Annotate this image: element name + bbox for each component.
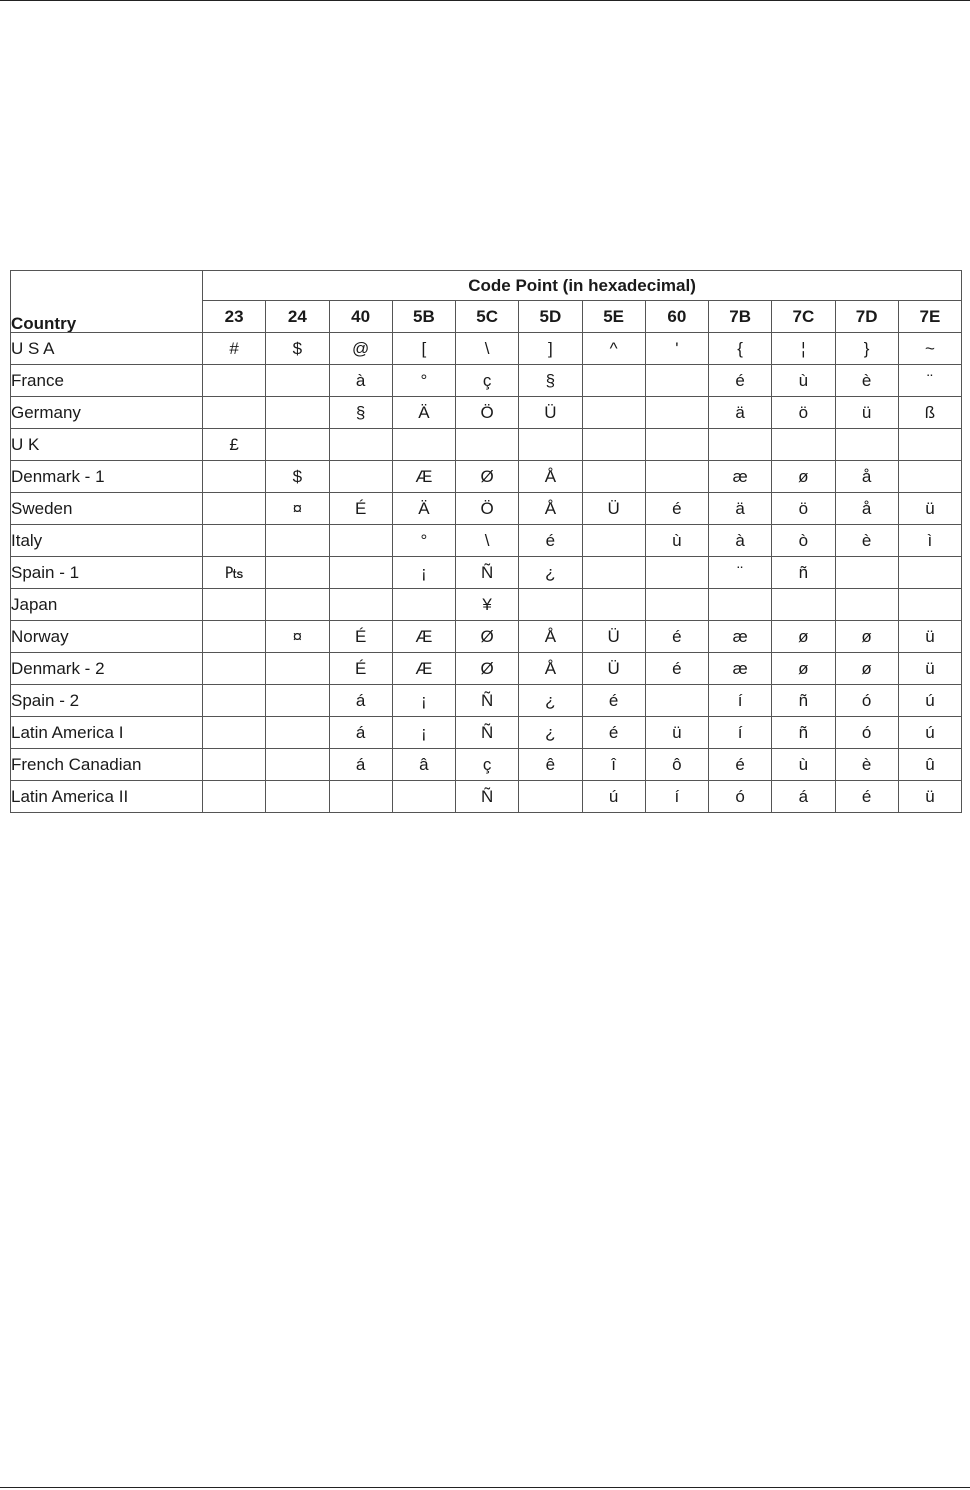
character-cell bbox=[266, 525, 329, 557]
character-cell bbox=[329, 429, 392, 461]
table-row bbox=[11, 685, 962, 717]
character-cell: Ä bbox=[392, 397, 455, 429]
character-cell: $ bbox=[266, 461, 329, 493]
character-cell bbox=[898, 589, 961, 621]
table-row bbox=[11, 653, 962, 685]
character-cell bbox=[645, 557, 708, 589]
character-cell bbox=[709, 589, 772, 621]
character-cell: ç bbox=[456, 749, 519, 781]
character-cell bbox=[392, 429, 455, 461]
character-cell bbox=[203, 653, 266, 685]
character-cell bbox=[203, 685, 266, 717]
character-cell: ä bbox=[709, 493, 772, 525]
character-cell: @ bbox=[329, 333, 392, 365]
character-cell bbox=[519, 781, 582, 813]
character-cell: Ü bbox=[582, 621, 645, 653]
character-cell: Ö bbox=[456, 493, 519, 525]
character-cell: ø bbox=[772, 461, 835, 493]
country-cell: Latin America II bbox=[11, 781, 203, 813]
character-cell: é bbox=[645, 493, 708, 525]
character-cell: ¨ bbox=[709, 557, 772, 589]
character-cell: ø bbox=[835, 621, 898, 653]
table-row bbox=[11, 589, 962, 621]
character-cell: ü bbox=[835, 397, 898, 429]
character-cell: ç bbox=[456, 365, 519, 397]
character-cell: ò bbox=[772, 525, 835, 557]
character-cell: ü bbox=[898, 653, 961, 685]
character-cell: á bbox=[329, 717, 392, 749]
character-cell: á bbox=[329, 749, 392, 781]
character-cell: ¤ bbox=[266, 493, 329, 525]
character-cell: â bbox=[392, 749, 455, 781]
character-cell bbox=[266, 653, 329, 685]
character-cell: í bbox=[645, 781, 708, 813]
character-cell: Ä bbox=[392, 493, 455, 525]
character-cell bbox=[582, 525, 645, 557]
character-cell bbox=[898, 461, 961, 493]
character-cell: ] bbox=[519, 333, 582, 365]
character-cell bbox=[266, 557, 329, 589]
character-cell: Æ bbox=[392, 653, 455, 685]
character-cell: Ø bbox=[456, 621, 519, 653]
character-cell bbox=[266, 365, 329, 397]
character-cell: ü bbox=[898, 493, 961, 525]
country-cell: Italy bbox=[11, 525, 203, 557]
character-cell bbox=[392, 781, 455, 813]
character-cell bbox=[329, 525, 392, 557]
country-cell: Spain - 1 bbox=[11, 557, 203, 589]
character-cell bbox=[456, 429, 519, 461]
character-cell bbox=[266, 589, 329, 621]
character-cell: è bbox=[835, 525, 898, 557]
character-cell bbox=[582, 365, 645, 397]
character-cell bbox=[329, 461, 392, 493]
character-cell: æ bbox=[709, 461, 772, 493]
character-cell: ú bbox=[898, 717, 961, 749]
character-cell bbox=[582, 429, 645, 461]
character-cell bbox=[898, 557, 961, 589]
character-cell: Å bbox=[519, 493, 582, 525]
character-cell: ö bbox=[772, 397, 835, 429]
character-cell: ù bbox=[645, 525, 708, 557]
character-cell bbox=[582, 557, 645, 589]
character-cell: Ø bbox=[456, 653, 519, 685]
character-cell bbox=[203, 461, 266, 493]
table-row bbox=[11, 397, 962, 429]
character-cell: $ bbox=[266, 333, 329, 365]
character-cell: \ bbox=[456, 525, 519, 557]
table-row bbox=[11, 621, 962, 653]
character-cell: É bbox=[329, 621, 392, 653]
character-cell: á bbox=[329, 685, 392, 717]
character-cell: æ bbox=[709, 621, 772, 653]
character-cell: à bbox=[709, 525, 772, 557]
character-cell: ñ bbox=[772, 685, 835, 717]
character-cell: ú bbox=[898, 685, 961, 717]
character-cell bbox=[772, 589, 835, 621]
character-cell bbox=[709, 429, 772, 461]
table-row bbox=[11, 493, 962, 525]
character-cell: ü bbox=[898, 621, 961, 653]
code-point-header: 5B bbox=[392, 301, 455, 333]
top-rule bbox=[0, 0, 970, 1]
character-cell: Ñ bbox=[456, 781, 519, 813]
character-cell bbox=[203, 781, 266, 813]
character-cell: é bbox=[645, 653, 708, 685]
country-cell: France bbox=[11, 365, 203, 397]
character-cell: ° bbox=[392, 365, 455, 397]
character-cell: Ñ bbox=[456, 717, 519, 749]
character-cell: Å bbox=[519, 653, 582, 685]
country-cell: U S A bbox=[11, 333, 203, 365]
table-row bbox=[11, 429, 962, 461]
code-point-header: 5D bbox=[519, 301, 582, 333]
character-cell: ñ bbox=[772, 557, 835, 589]
character-cell bbox=[835, 557, 898, 589]
country-cell: Latin America I bbox=[11, 717, 203, 749]
character-cell: ° bbox=[392, 525, 455, 557]
table-row bbox=[11, 525, 962, 557]
country-cell: Norway bbox=[11, 621, 203, 653]
character-cell: ¿ bbox=[519, 685, 582, 717]
character-cell: ø bbox=[772, 621, 835, 653]
country-cell: Denmark - 1 bbox=[11, 461, 203, 493]
character-cell: § bbox=[519, 365, 582, 397]
character-cell: é bbox=[709, 365, 772, 397]
character-cell: ó bbox=[709, 781, 772, 813]
character-cell: å bbox=[835, 493, 898, 525]
code-point-group-header: Code Point (in hexadecimal) bbox=[203, 271, 962, 301]
character-cell: ¦ bbox=[772, 333, 835, 365]
national-character-set-table bbox=[10, 270, 962, 813]
country-cell: Denmark - 2 bbox=[11, 653, 203, 685]
code-point-header: 7C bbox=[772, 301, 835, 333]
character-cell: î bbox=[582, 749, 645, 781]
character-cell bbox=[203, 525, 266, 557]
character-cell: £ bbox=[203, 429, 266, 461]
code-point-header: 7D bbox=[835, 301, 898, 333]
character-cell: { bbox=[709, 333, 772, 365]
character-cell: é bbox=[645, 621, 708, 653]
character-cell: à bbox=[329, 365, 392, 397]
table-row bbox=[11, 749, 962, 781]
character-cell: ü bbox=[645, 717, 708, 749]
code-point-header: 40 bbox=[329, 301, 392, 333]
character-cell: ù bbox=[772, 749, 835, 781]
character-cell: Å bbox=[519, 621, 582, 653]
character-cell: é bbox=[582, 685, 645, 717]
country-cell: Germany bbox=[11, 397, 203, 429]
character-cell: ü bbox=[898, 781, 961, 813]
character-cell: û bbox=[898, 749, 961, 781]
character-cell bbox=[266, 685, 329, 717]
bottom-rule bbox=[0, 1487, 970, 1488]
country-cell: Spain - 2 bbox=[11, 685, 203, 717]
character-cell bbox=[645, 685, 708, 717]
character-cell bbox=[329, 589, 392, 621]
character-cell: ₧ bbox=[203, 557, 266, 589]
country-cell: French Canadian bbox=[11, 749, 203, 781]
character-cell: á bbox=[772, 781, 835, 813]
character-cell: ¿ bbox=[519, 717, 582, 749]
character-cell bbox=[772, 429, 835, 461]
character-cell: ù bbox=[772, 365, 835, 397]
table-row bbox=[11, 333, 962, 365]
character-cell bbox=[898, 429, 961, 461]
character-cell: ^ bbox=[582, 333, 645, 365]
character-cell: Ñ bbox=[456, 685, 519, 717]
character-cell: ó bbox=[835, 717, 898, 749]
character-cell: ì bbox=[898, 525, 961, 557]
character-cell bbox=[266, 749, 329, 781]
character-cell: Æ bbox=[392, 461, 455, 493]
character-cell: ' bbox=[645, 333, 708, 365]
character-cell: ô bbox=[645, 749, 708, 781]
character-cell bbox=[519, 589, 582, 621]
character-cell: É bbox=[329, 493, 392, 525]
character-cell: Ö bbox=[456, 397, 519, 429]
character-cell bbox=[329, 781, 392, 813]
character-cell bbox=[645, 461, 708, 493]
country-cell: U K bbox=[11, 429, 203, 461]
character-cell: ¥ bbox=[456, 589, 519, 621]
character-cell bbox=[519, 429, 582, 461]
character-cell: å bbox=[835, 461, 898, 493]
character-cell: è bbox=[835, 749, 898, 781]
code-point-header: 5C bbox=[456, 301, 519, 333]
character-cell: ö bbox=[772, 493, 835, 525]
character-cell bbox=[835, 589, 898, 621]
character-cell: ß bbox=[898, 397, 961, 429]
character-cell bbox=[203, 365, 266, 397]
character-cell: í bbox=[709, 717, 772, 749]
character-cell: ø bbox=[835, 653, 898, 685]
character-cell: Ü bbox=[582, 493, 645, 525]
character-cell: \ bbox=[456, 333, 519, 365]
character-cell: ú bbox=[582, 781, 645, 813]
character-cell bbox=[645, 429, 708, 461]
character-cell bbox=[203, 749, 266, 781]
character-cell bbox=[203, 621, 266, 653]
character-cell: ø bbox=[772, 653, 835, 685]
character-cell bbox=[392, 589, 455, 621]
table-row bbox=[11, 717, 962, 749]
character-cell: ¤ bbox=[266, 621, 329, 653]
character-cell: # bbox=[203, 333, 266, 365]
character-cell: Æ bbox=[392, 621, 455, 653]
character-cell: ¨ bbox=[898, 365, 961, 397]
table-row bbox=[11, 781, 962, 813]
code-point-header: 7B bbox=[709, 301, 772, 333]
character-cell bbox=[203, 493, 266, 525]
character-cell: í bbox=[709, 685, 772, 717]
character-cell: } bbox=[835, 333, 898, 365]
table-body bbox=[11, 333, 962, 813]
character-cell bbox=[266, 429, 329, 461]
character-cell: ä bbox=[709, 397, 772, 429]
character-cell: é bbox=[709, 749, 772, 781]
character-cell: ñ bbox=[772, 717, 835, 749]
country-cell: Japan bbox=[11, 589, 203, 621]
character-cell: è bbox=[835, 365, 898, 397]
code-point-header: 23 bbox=[203, 301, 266, 333]
character-cell: æ bbox=[709, 653, 772, 685]
character-cell: [ bbox=[392, 333, 455, 365]
character-cell: Ñ bbox=[456, 557, 519, 589]
table-row bbox=[11, 365, 962, 397]
character-cell bbox=[582, 397, 645, 429]
code-point-header: 7E bbox=[898, 301, 961, 333]
character-cell: ¡ bbox=[392, 717, 455, 749]
character-cell bbox=[266, 717, 329, 749]
character-cell bbox=[645, 589, 708, 621]
character-cell: ó bbox=[835, 685, 898, 717]
character-cell bbox=[582, 589, 645, 621]
character-cell: Å bbox=[519, 461, 582, 493]
header-row-group bbox=[11, 271, 962, 301]
character-cell bbox=[645, 397, 708, 429]
character-cell bbox=[266, 397, 329, 429]
character-cell: ¡ bbox=[392, 557, 455, 589]
character-cell bbox=[203, 397, 266, 429]
character-cell: é bbox=[519, 525, 582, 557]
table-row bbox=[11, 557, 962, 589]
character-cell: ~ bbox=[898, 333, 961, 365]
character-cell: § bbox=[329, 397, 392, 429]
character-cell: Ü bbox=[582, 653, 645, 685]
character-cell: é bbox=[582, 717, 645, 749]
character-cell: ¡ bbox=[392, 685, 455, 717]
country-cell: Sweden bbox=[11, 493, 203, 525]
character-cell bbox=[835, 429, 898, 461]
character-cell bbox=[266, 781, 329, 813]
character-cell: é bbox=[835, 781, 898, 813]
character-cell bbox=[582, 461, 645, 493]
character-cell bbox=[329, 557, 392, 589]
code-point-header: 60 bbox=[645, 301, 708, 333]
character-cell bbox=[203, 717, 266, 749]
code-point-header: 24 bbox=[266, 301, 329, 333]
character-cell: É bbox=[329, 653, 392, 685]
character-cell bbox=[645, 365, 708, 397]
character-cell: Ü bbox=[519, 397, 582, 429]
character-cell: Ø bbox=[456, 461, 519, 493]
code-point-header: 5E bbox=[582, 301, 645, 333]
character-cell: ê bbox=[519, 749, 582, 781]
country-column-header: Country bbox=[11, 271, 203, 333]
table-row bbox=[11, 461, 962, 493]
character-cell: ¿ bbox=[519, 557, 582, 589]
character-cell bbox=[203, 589, 266, 621]
